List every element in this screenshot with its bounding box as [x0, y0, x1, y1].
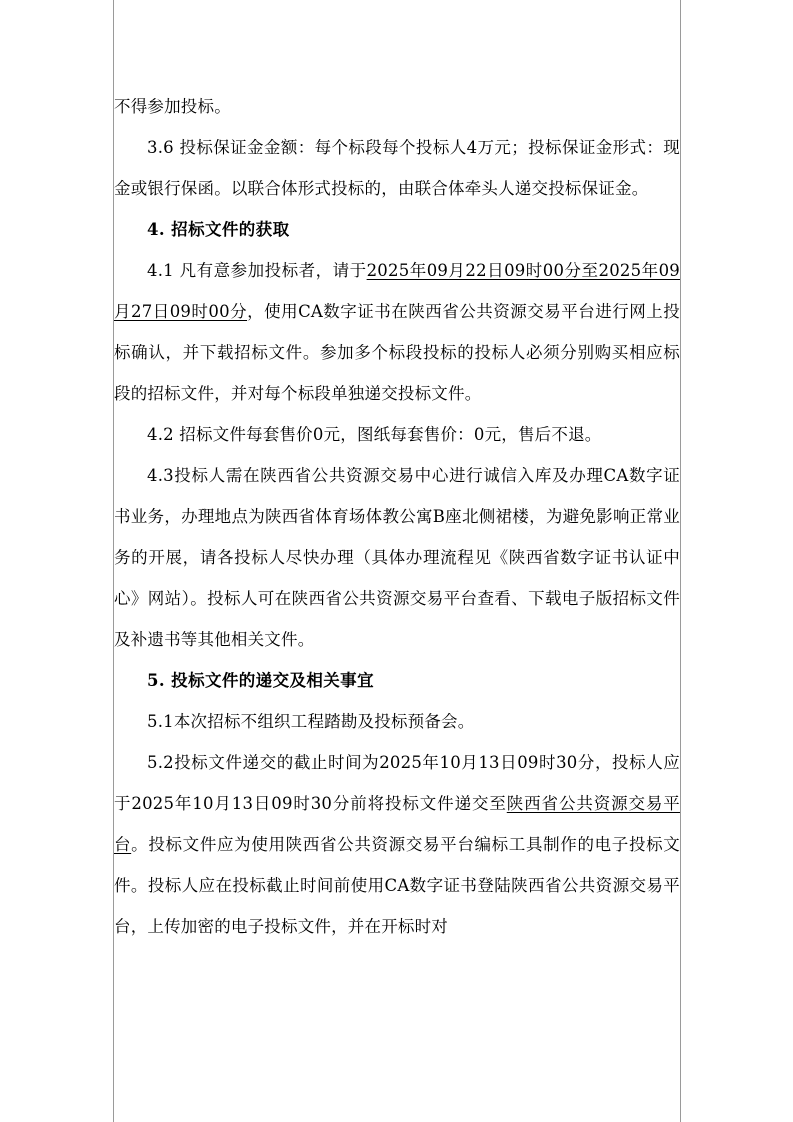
underlined-text-run: 陕西省公共资源交易平台	[114, 794, 681, 854]
section-heading	[114, 660, 680, 701]
text-run: 4.2 招标文件每套售价0元，图纸每套售价：0元，售后不退。	[147, 425, 602, 444]
paragraph	[114, 127, 680, 209]
paragraph	[114, 414, 680, 455]
text-run: ，使用CA数字证书在陕西省公共资源交易平台进行网上投标确认，并下载招标文件。参加多个标段投标的投标人必须分别购买相应标段的招标文件，并对每个标段单独递交投标文件。	[114, 302, 680, 403]
section-heading	[114, 209, 680, 250]
underlined-text-run: 2025年09月22日09时00分至2025年09月27日09时00分	[114, 261, 680, 321]
text-run: 4.3投标人需在陕西省公共资源交易中心进行诚信入库及办理CA数字证书业务，办理地点为陕西省体育场体教公寓B座北侧裙楼，为避免影响正常业务的开展，请各投标人尽快办理（具体办理流程见《陕西省数字证书认证中心》网站）。投标人可在陕西省公共资源交易平台查看、下载电子版招标文件及补遗书等其他相关文件。	[114, 466, 680, 649]
paragraph	[114, 250, 680, 414]
text-run: 5. 投标文件的递交及相关事宜	[147, 671, 374, 690]
paragraph	[114, 86, 680, 127]
text-run: 4. 招标文件的获取	[147, 220, 290, 239]
text-run: 4.1 凡有意参加投标者，请于	[147, 261, 367, 280]
text-run: 不得参加投标。	[114, 97, 231, 116]
text-run: 5.2投标文件递交的截止时间为2025年10月13日09时30分，投标人应于2025年10月13日09时30分前将投标文件递交至	[114, 753, 680, 813]
document-body	[114, 86, 680, 947]
page-right-rule	[680, 0, 681, 1122]
text-run: 3.6 投标保证金金额：每个标段每个投标人4万元；投标保证金形式：现金或银行保函。以联合体形式投标的，由联合体牵头人递交投标保证金。	[114, 138, 680, 198]
text-run: 5.1本次招标不组织工程踏勘及投标预备会。	[147, 712, 475, 731]
text-run: 。投标文件应为使用陕西省公共资源交易平台编标工具制作的电子投标文件。投标人应在投标截止时间前使用CA数字证书登陆陕西省公共资源交易平台，上传加密的电子投标文件，并在开标时对	[114, 835, 680, 936]
paragraph	[114, 455, 680, 660]
paragraph	[114, 742, 680, 947]
paragraph	[114, 701, 680, 742]
